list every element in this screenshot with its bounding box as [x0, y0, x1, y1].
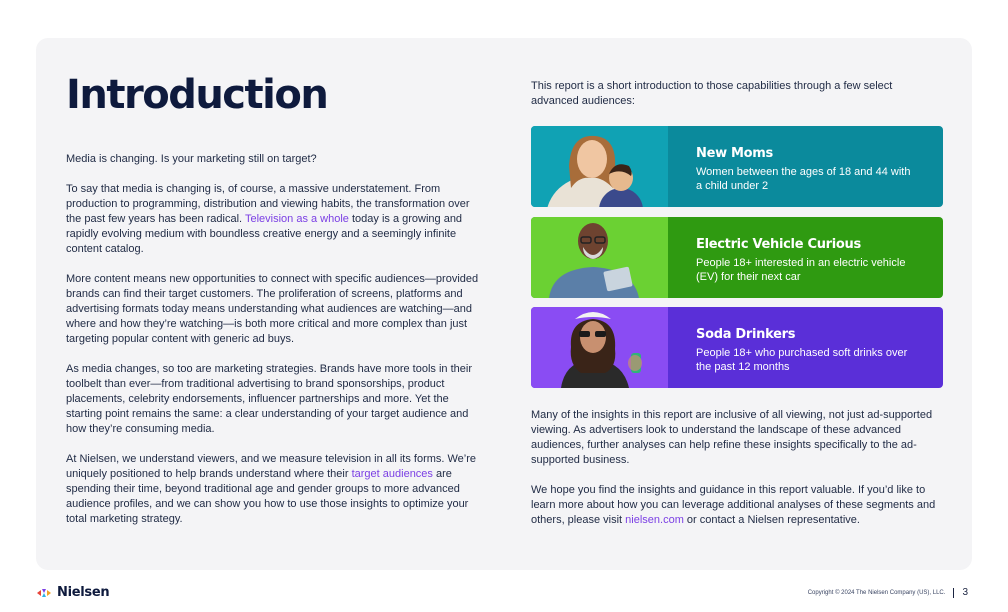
- paragraph-media-change: To say that media is changing is, of course, a massive understatement. From production to programming, distribution and viewing habits, the transformation over the past few years has been radical. Television as a whole today is a growing and rapidly evolving medium with boundless creative energy and a seemingly infinite content catalog.: [66, 183, 470, 255]
- audience-card-new-moms: [531, 126, 943, 207]
- intro-question: Media is changing. Is your marketing still on target?: [66, 153, 317, 165]
- left-column: [66, 152, 480, 542]
- audience-text: [668, 307, 943, 388]
- paragraph-marketing-strategies: As media changes, so too are marketing strategies. Brands have more tools in their toolbelt than ever—from traditional advertising to brand sponsorships, product placements, celebrity endorsements, influencer partnerships and more. Yet the starting point remains the same: a clear understanding of your target audience and how they’re consuming media.: [66, 363, 472, 435]
- target-audiences-link[interactable]: target audiences: [351, 468, 433, 480]
- page-title: Introduction: [66, 72, 328, 118]
- audience-card-soda-drinkers: [531, 307, 943, 388]
- woman-soda-photo: [531, 307, 668, 388]
- paragraph-nielsen: At Nielsen, we understand viewers, and we measure television in all its forms. We’re uniquely positioned to help brands understand where their target audiences are spending their time, beyond traditional age and gender groups to more advanced audience profiles, and we can show you how to use those insights to optimize your total marketing strategy.: [66, 453, 477, 525]
- audience-title: New Moms: [696, 146, 773, 161]
- right-outro: [531, 408, 943, 543]
- nielsen-website-link[interactable]: nielsen.com: [625, 514, 684, 526]
- paragraph-content-opportunities: More content means new opportunities to connect with specific audiences—provided brands can find their target customers. The proliferation of screens, platforms and advertising formats today means understanding what audiences are watching—and where and how they’re watching—is both more critical and more complex than just targeting popular content with generic ad buys.: [66, 273, 479, 345]
- audience-text: [668, 126, 943, 207]
- television-link[interactable]: Television as a whole: [244, 213, 349, 225]
- nielsen-wordmark: Nielsen: [57, 585, 110, 600]
- footer-right: [808, 587, 968, 598]
- paragraph-insights: Many of the insights in this report are inclusive of all viewing, not just ad-supported viewing. As advertisers look to understand the landscape of these advanced audiences, further analyses can help refine these insights specifically to the ad-supported business.: [531, 409, 933, 466]
- page-number: 3: [962, 587, 968, 598]
- mother-child-photo: [531, 126, 668, 207]
- paragraph-contact: We hope you find the insights and guidance in this report valuable. If you’d like to learn more about how you can leverage additional analyses of these segments and others, please visit nielsen.com or contact a Nielsen representative.: [531, 484, 936, 526]
- nielsen-logo: [36, 585, 109, 600]
- audience-text: [668, 217, 943, 298]
- audience-card-ev-curious: [531, 217, 943, 298]
- audience-title: Electric Vehicle Curious: [696, 237, 861, 252]
- nielsen-mark-icon: [36, 588, 52, 598]
- audience-description: People 18+ who purchased soft drinks over the past 12 months: [696, 347, 908, 373]
- report-intro: This report is a short introduction to those capabilities through a few select advanced audiences:: [531, 80, 893, 107]
- copyright-text: Copyright © 2024 The Nielsen Company (US), LLC.: [807, 589, 946, 596]
- audience-description: People 18+ interested in an electric vehicle (EV) for their next car: [696, 257, 906, 283]
- man-tablet-photo: [531, 217, 668, 298]
- audience-title: Soda Drinkers: [696, 327, 796, 342]
- audience-description: Women between the ages of 18 and 44 with a child under 2: [696, 166, 911, 192]
- footer-divider: [953, 588, 954, 598]
